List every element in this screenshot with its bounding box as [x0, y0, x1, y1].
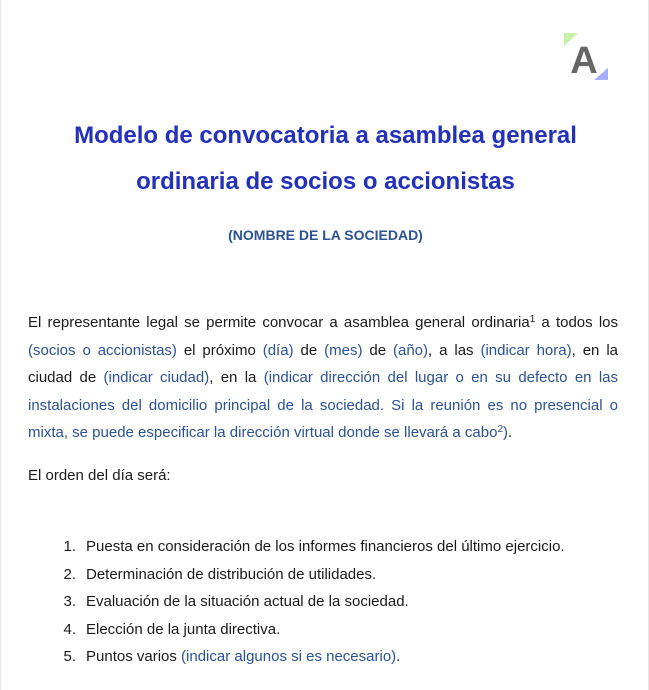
convocation-paragraph — [28, 309, 618, 447]
list-item — [28, 588, 628, 616]
list-number: 4. — [63, 620, 76, 638]
list-number: 3. — [63, 593, 76, 611]
placeholder-ciudad: (indicar ciudad) — [103, 369, 210, 386]
list-text: Elección de la junta directiva. — [86, 620, 281, 638]
placeholder-dia: (día) — [262, 341, 294, 359]
placeholder-close-paren: ) — [503, 424, 508, 441]
placeholder-direccion: (indicar dirección del lugar o en su defecto en las instalaciones del domicilio principal de la sociedad. Si la reunión es no presencial o mixta, se puede especificar la dirección virtual donde se llevará a cabo — [28, 369, 619, 441]
paragraph-text: el próximo — [176, 341, 263, 359]
list-item — [28, 616, 628, 644]
list-item — [28, 533, 628, 561]
agenda-list — [28, 533, 628, 671]
paragraph-text: de — [293, 341, 325, 359]
title-line-1: Modelo de convocatoria a asamblea general — [74, 122, 577, 149]
list-item — [28, 643, 628, 671]
list-number: 2. — [63, 565, 76, 583]
placeholder-socios: (socios o accionistas) — [28, 341, 177, 359]
footnote-ref-2: 2 — [497, 424, 503, 435]
title-line-2: ordinaria de socios o accionistas — [136, 168, 515, 195]
list-text: Determinación de distribución de utilidades. — [86, 565, 377, 583]
list-text — [76, 643, 400, 671]
list-number: 5. — [63, 648, 76, 666]
list-text-main: Puntos varios — [86, 648, 182, 666]
placeholder-mes: (mes) — [324, 341, 363, 359]
paragraph-text: , en la ciudad de — [28, 341, 619, 386]
list-item — [28, 561, 628, 589]
paragraph-text: , a las — [428, 341, 481, 359]
list-number: 1. — [63, 538, 76, 555]
placeholder-hora: (indicar hora) — [480, 341, 572, 359]
paragraph-text: El representante legal se permite convocar a asamblea general ordinaria — [28, 314, 530, 331]
paragraph-text: , en la — [209, 369, 264, 386]
logo-letter: A — [570, 40, 598, 82]
paragraph-text: de — [362, 341, 393, 359]
company-name-placeholder: (NOMBRE DE LA SOCIEDAD) — [228, 227, 423, 243]
list-text: Evaluación de la situación actual de la sociedad. — [86, 593, 409, 611]
document-title — [1, 113, 649, 205]
brand-a-logo-icon — [562, 32, 610, 82]
paragraph-text: a todos los — [535, 314, 618, 331]
placeholder-puntos-varios: (indicar algunos si es necesario) — [181, 648, 397, 666]
list-text: Puesta en consideración de los informes financieros del último ejercicio. — [86, 538, 565, 555]
agenda-intro: El orden del día será: — [28, 467, 171, 484]
list-text-end: . — [396, 648, 401, 666]
paragraph-text: . — [508, 424, 513, 441]
footnote-ref-1: 1 — [529, 314, 536, 325]
placeholder-ano: (año) — [392, 341, 429, 359]
